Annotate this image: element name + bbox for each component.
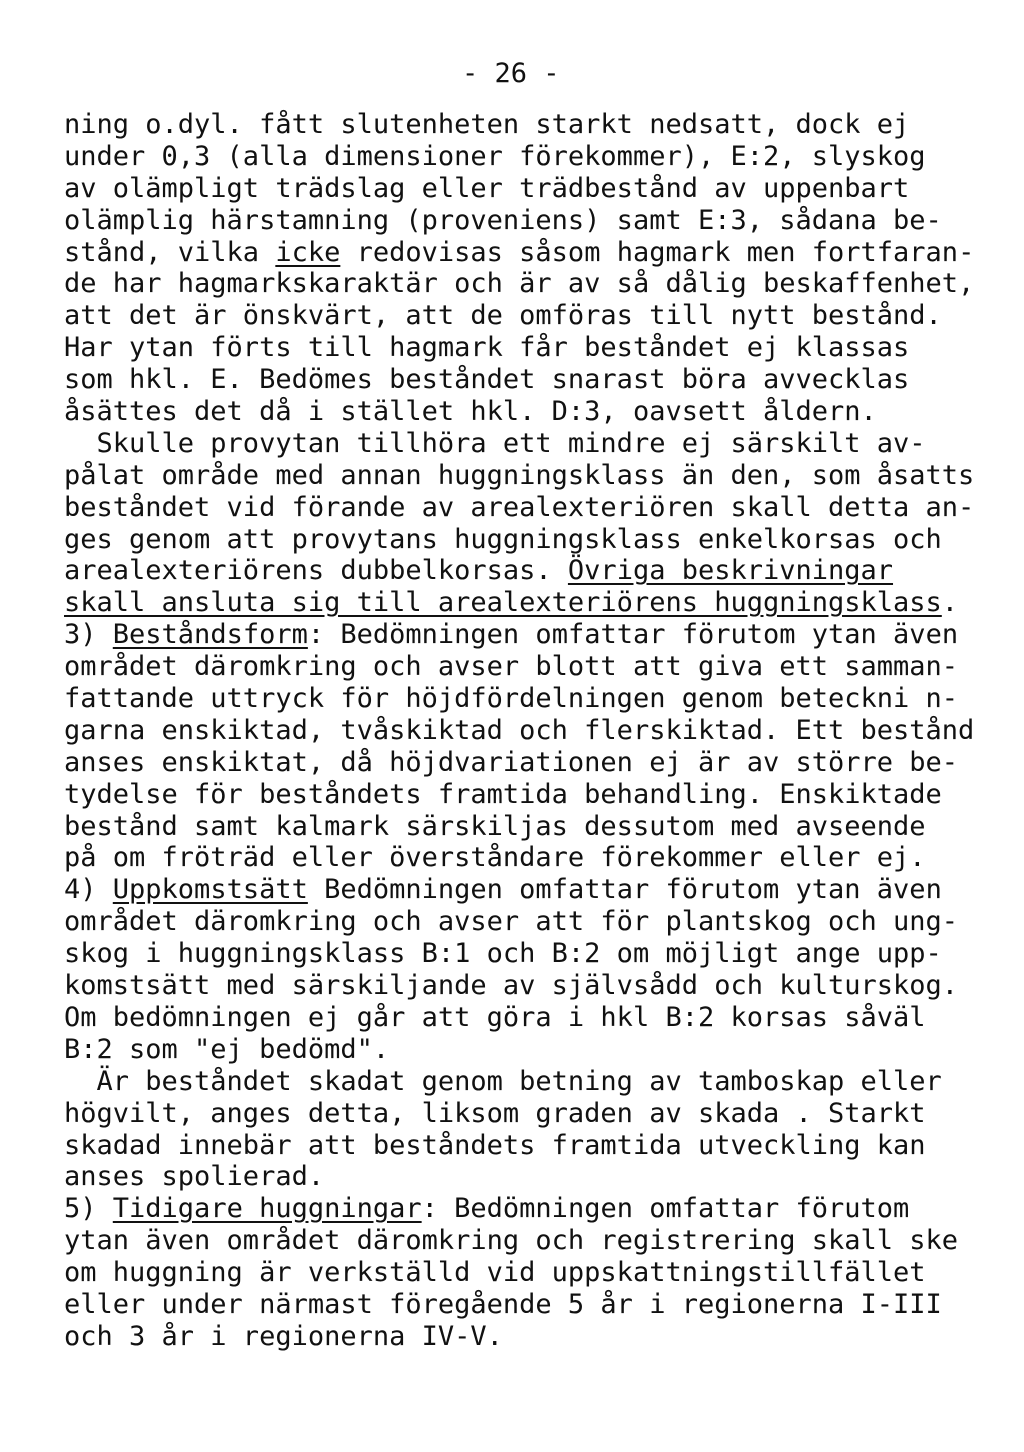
text-line: [64, 1066, 964, 1098]
text-span: Är beståndet skadat genom betning av tamboskap eller: [64, 1065, 942, 1097]
text-span: stånd, vilka: [64, 236, 276, 268]
text-line: [64, 619, 964, 651]
text-line: [64, 587, 964, 619]
text-span: redovisas såsom hagmark men fortfaran-: [340, 236, 975, 268]
text-line: [64, 683, 964, 715]
text-line: [64, 938, 964, 970]
text-line: [64, 300, 964, 332]
text-line: [64, 651, 964, 683]
text-span: : Bedömningen omfattar förutom: [421, 1193, 910, 1225]
text-span: olämplig härstamning (proveniens) samt E:3, sådana be-: [64, 204, 942, 236]
text-span: ges genom att provytans huggningsklass enkelkorsas och: [64, 523, 942, 555]
text-line: [64, 205, 964, 237]
text-span: skadad innebär att beståndets framtida utveckling kan: [64, 1129, 926, 1161]
text-span: skog i huggningsklass B:1 och B:2 om möjligt ange upp-: [64, 938, 942, 970]
text-span: eller under närmast föregående 5 år i regionerna I-III: [64, 1288, 942, 1320]
text-line: [64, 906, 964, 938]
text-span: fattande uttryck för höjdfördelningen genom beteckni n-: [64, 683, 959, 715]
underlined-term: skall ansluta sig till arealexteriörens huggningsklass: [64, 587, 942, 619]
text-line: [64, 874, 964, 906]
text-span: tydelse för beståndets framtida behandling. Enskiktade: [64, 778, 942, 810]
underlined-term: icke: [275, 236, 341, 268]
text-span: området däromkring och avser blott att giva ett samman-: [64, 651, 959, 683]
text-line: [64, 428, 964, 460]
text-span: garna enskiktad, tvåskiktad och flerskiktad. Ett bestånd: [64, 714, 975, 746]
underlined-term: Beståndsform: [112, 619, 308, 651]
text-span: 5): [64, 1193, 113, 1225]
text-line: [64, 970, 964, 1002]
text-span: ytan även området däromkring och registrering skall ske: [64, 1225, 959, 1257]
text-span: arealexteriörens dubbelkorsas.: [64, 555, 568, 587]
text-span: området däromkring och avser att för plantskog och ung-: [64, 906, 959, 938]
text-span: anses enskiktat, då höjdvariationen ej är av större be-: [64, 746, 959, 778]
body-text: [64, 109, 975, 1353]
text-span: ning o.dyl. fått slutenheten starkt nedsatt, dock ej: [64, 109, 910, 140]
text-line: [64, 1161, 964, 1193]
text-span: av olämpligt trädslag eller trädbestånd av uppenbart: [64, 172, 910, 204]
text-line: [64, 459, 975, 492]
text-span: 4): [64, 874, 113, 906]
page-number: - 26 -: [462, 58, 560, 89]
text-span: åsättes det då i stället hkl. D:3, oavsett åldern.: [64, 396, 877, 428]
text-span: Bedömningen omfattar förutom ytan även: [307, 874, 942, 906]
text-span: komstsätt med särskiljande av självsådd och kulturskog.: [64, 970, 959, 1002]
text-line: [64, 332, 964, 364]
text-line: [64, 1321, 964, 1353]
text-line: [64, 747, 964, 779]
underlined-term: Uppkomstsätt: [112, 874, 308, 906]
text-span: om huggning är verkställd vid uppskattningstillfället: [64, 1257, 926, 1289]
text-line: [64, 364, 964, 396]
text-line: [64, 811, 964, 843]
text-span: 3): [64, 619, 113, 651]
text-line: [64, 1002, 964, 1034]
text-line: [64, 268, 975, 300]
text-span: B:2 som "ej bedömd".: [64, 1033, 390, 1065]
text-span: bestånd samt kalmark särskiljas dessutom med avseende: [64, 810, 926, 842]
text-line: [64, 779, 964, 811]
text-span: att det är önskvärt, att de omföras till nytt bestånd.: [64, 300, 942, 332]
text-line: [64, 396, 964, 428]
text-line: [64, 1034, 964, 1066]
text-span: de har hagmarkskaraktär och är av så dålig beskaffenhet,: [64, 268, 975, 300]
text-line: [64, 524, 964, 556]
text-line: [64, 109, 964, 141]
text-line: [64, 1257, 964, 1289]
underlined-term: Övriga beskrivningar: [567, 555, 894, 587]
text-span: Har ytan förts till hagmark får beståndet ej klassas: [64, 332, 910, 364]
text-span: pålat område med annan huggningsklass än den, som åsatts: [64, 459, 975, 491]
text-line: [64, 1225, 964, 1257]
text-span: Skulle provytan tillhöra ett mindre ej särskilt av-: [64, 427, 926, 459]
text-line: [64, 714, 975, 747]
text-line: [64, 1130, 964, 1162]
text-span: Om bedömningen ej går att göra i hkl B:2 korsas såväl: [64, 1001, 926, 1033]
text-span: : Bedömningen omfattar förutom ytan även: [307, 619, 959, 651]
text-line: [64, 842, 964, 874]
text-line: [64, 141, 964, 173]
text-span: beståndet vid förande av arealexteriören skall detta an-: [64, 491, 975, 523]
text-line: [64, 1193, 964, 1225]
text-line: [64, 236, 975, 269]
text-line: [64, 1289, 964, 1321]
text-span: och 3 år i regionerna IV-V.: [64, 1320, 503, 1352]
underlined-term: Tidigare huggningar: [112, 1193, 422, 1225]
text-line: [64, 173, 964, 205]
text-span: under 0,3 (alla dimensioner förekommer), E:2, slyskog: [64, 140, 926, 172]
text-line: [64, 491, 975, 524]
text-span: anses spolierad.: [64, 1161, 325, 1193]
text-line: [64, 555, 964, 587]
text-span: .: [941, 587, 959, 619]
text-span: högvilt, anges detta, liksom graden av skada . Starkt: [64, 1097, 926, 1129]
text-span: som hkl. E. Bedömes beståndet snarast böra avvecklas: [64, 364, 910, 396]
text-span: på om fröträd eller överståndare förekommer eller ej.: [64, 842, 926, 874]
text-line: [64, 1098, 964, 1130]
